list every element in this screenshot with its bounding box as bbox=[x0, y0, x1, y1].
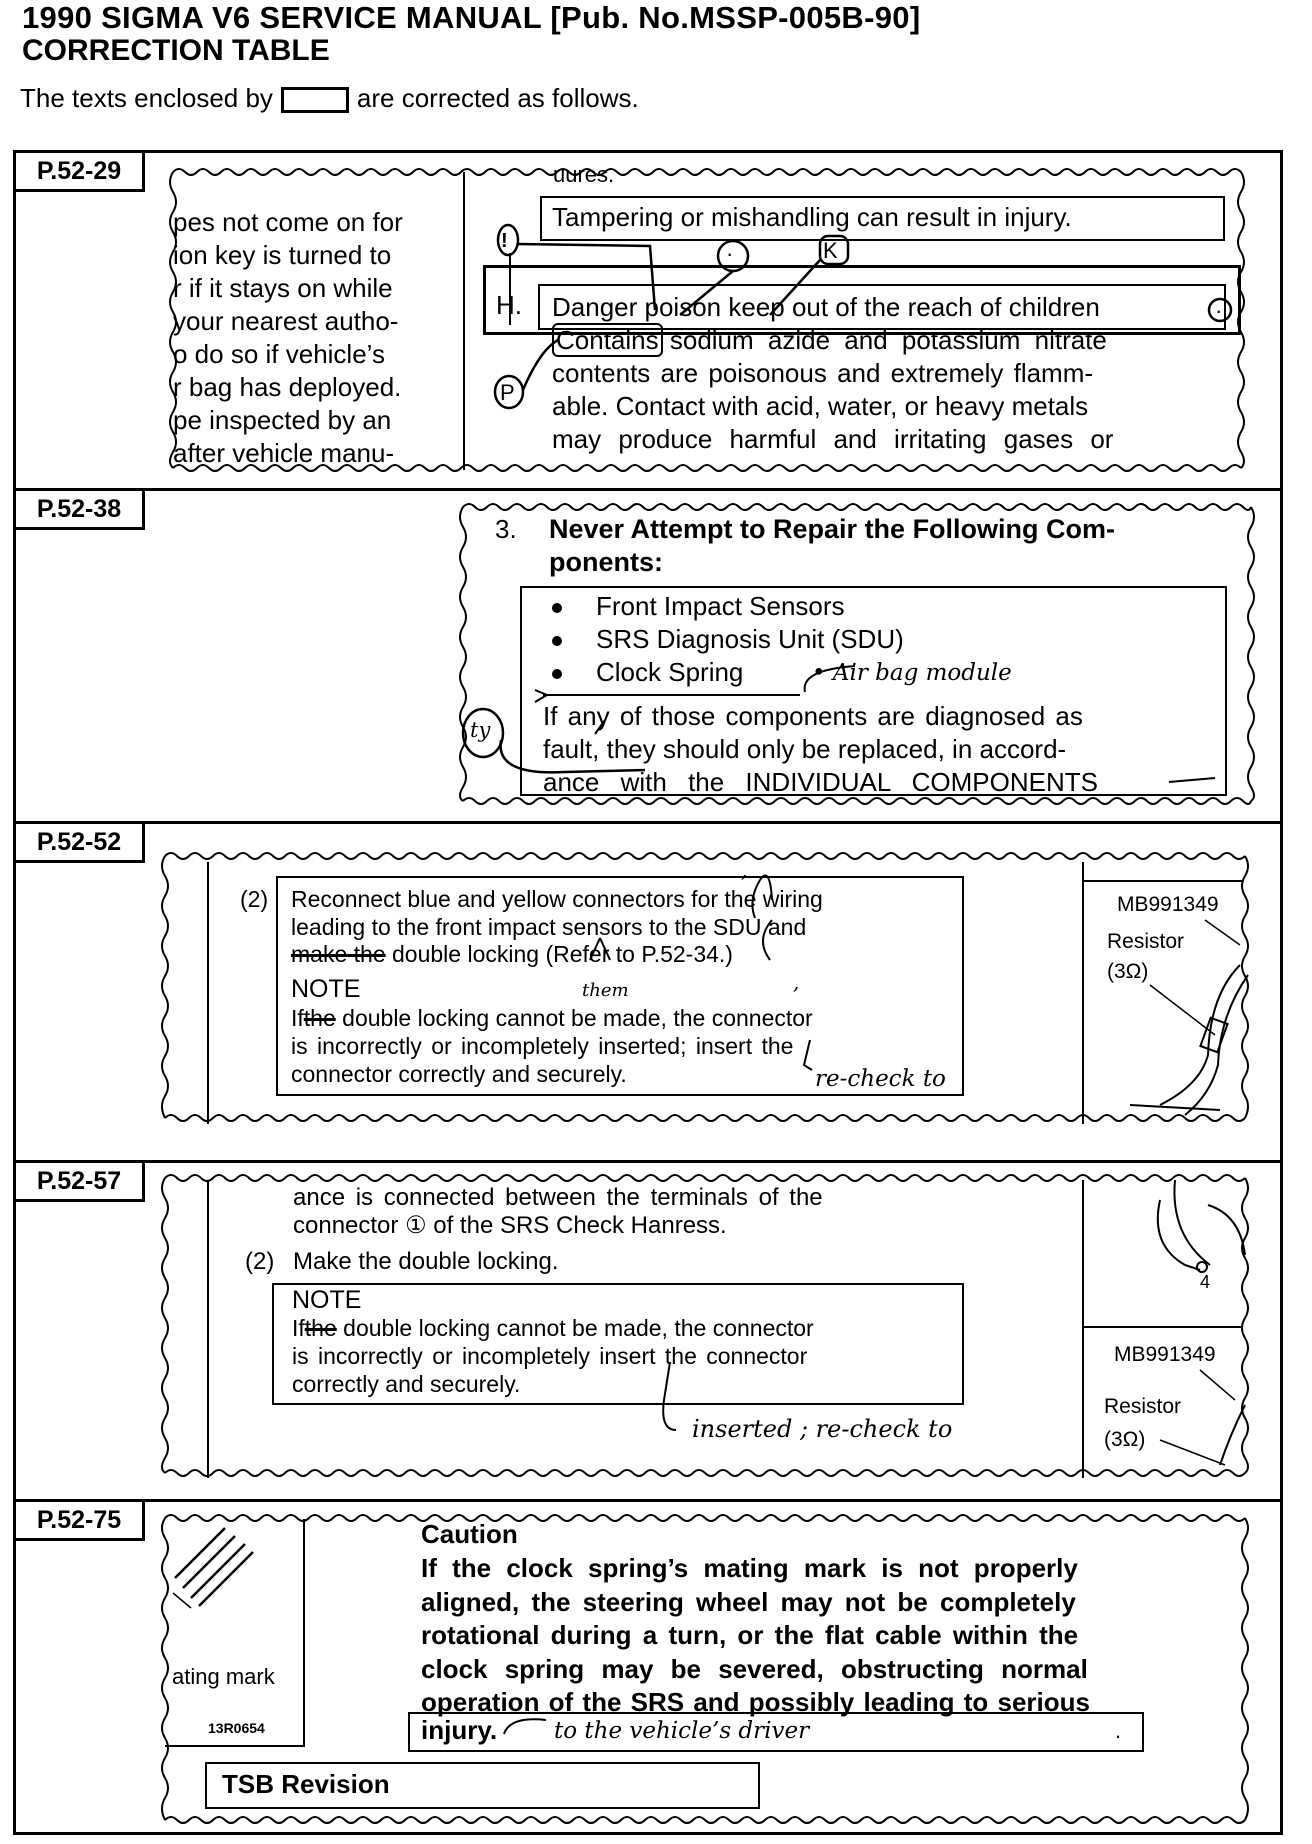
text-line: ion key is turned to bbox=[173, 240, 392, 270]
component-item bbox=[552, 590, 845, 623]
section-divider bbox=[13, 1160, 1283, 1163]
text-line: after vehicle manu- bbox=[173, 438, 395, 468]
exclaim-mark-icon: ! bbox=[501, 230, 508, 252]
text-line: o do so if vehicle’s bbox=[173, 339, 385, 369]
enclosure-box-icon bbox=[281, 87, 349, 113]
dot-mark-icon: · bbox=[1215, 298, 1223, 323]
connector-figure-icon bbox=[1090, 1175, 1250, 1475]
struck-text: the bbox=[304, 1315, 337, 1341]
body-line: fault, they should only be replaced, in accord- bbox=[543, 734, 1067, 764]
struck-text: make the bbox=[291, 941, 386, 967]
body-line: ance is connected between the terminals of the bbox=[293, 1184, 823, 1211]
body-line bbox=[292, 1314, 814, 1342]
caution-line: rotational during a turn, or the flat cable within the bbox=[421, 1620, 1079, 1650]
colon-mark-icon: · bbox=[726, 241, 734, 266]
bullet-icon bbox=[552, 636, 562, 646]
step-number: (2) bbox=[245, 1248, 275, 1275]
caution-last-word: injury. bbox=[421, 1715, 498, 1745]
figure-code: MB991349 bbox=[1114, 1343, 1216, 1366]
text-line: your nearest autho- bbox=[173, 306, 399, 336]
resistor-figure-icon bbox=[1090, 905, 1250, 1120]
if-text: If bbox=[292, 1315, 305, 1341]
body-line: Make the double locking. bbox=[293, 1248, 559, 1275]
handwritten-correction: • Air bag module bbox=[812, 660, 1012, 686]
handwritten-correction: inserted ; re-check to bbox=[692, 1415, 953, 1443]
body-line: contents are poisonous and extremely flamm- bbox=[552, 358, 1094, 388]
page-ref-label: P.52-57 bbox=[13, 1160, 145, 1202]
body-line: connector correctly and securely. bbox=[291, 1061, 627, 1087]
caution-heading: Caution bbox=[421, 1519, 518, 1549]
intro-before: The texts enclosed by bbox=[20, 83, 273, 113]
component-label: Front Impact Sensors bbox=[596, 591, 845, 621]
figure-rule bbox=[1082, 880, 1242, 882]
cut-off-text: uures. bbox=[553, 162, 615, 187]
body-line: correctly and securely. bbox=[292, 1371, 521, 1397]
contains-rest: sodium azide and potassium nitrate bbox=[669, 325, 1107, 355]
text-line: r bag has deployed. bbox=[173, 372, 402, 402]
caution-line: operation of the SRS and possibly leading to serious bbox=[421, 1687, 1090, 1717]
figure-label: Resistor bbox=[1107, 930, 1185, 953]
intro-text bbox=[20, 82, 639, 114]
column-rule bbox=[1082, 1180, 1084, 1478]
section-divider bbox=[13, 1499, 1283, 1502]
tampering-text: Tampering or mishandling can result in injury. bbox=[552, 202, 1072, 232]
k-mark-icon: K bbox=[823, 238, 838, 263]
handwritten-correction: to the vehicle’s driver bbox=[554, 1718, 810, 1744]
page-ref-label: P.52-52 bbox=[13, 821, 145, 863]
double-locking-text: double locking bbox=[392, 941, 540, 967]
step-number: (2) bbox=[240, 886, 269, 912]
handwritten-markup-lines bbox=[455, 650, 1235, 790]
contains-word-boxed: Contains bbox=[552, 323, 663, 357]
page-ref-label: P.52-38 bbox=[13, 488, 145, 530]
section-heading-line2: ponents: bbox=[549, 547, 663, 577]
document-subtitle: CORRECTION TABLE bbox=[22, 34, 330, 67]
body-line: is incorrectly or incompletely inserted; insert the bbox=[291, 1033, 794, 1059]
handwritten-dot: . bbox=[1115, 1718, 1122, 1743]
figure-caption: ating mark bbox=[172, 1664, 275, 1689]
text-line: r if it stays on while bbox=[173, 273, 393, 303]
ty-mark-icon: ty bbox=[470, 718, 491, 742]
handwritten-markup-lines bbox=[560, 860, 890, 1080]
figure-code: MB991349 bbox=[1117, 893, 1219, 916]
body-line: ance with the INDIVIDUAL COMPONENTS bbox=[543, 767, 1098, 797]
caution-line: clock spring may be severed, obstructing normal bbox=[421, 1653, 1088, 1684]
text-line: pes not come on for bbox=[173, 207, 403, 237]
handwritten-markup-lines bbox=[480, 220, 1260, 420]
body-line: connector ① of the SRS Check Hanress. bbox=[293, 1212, 727, 1239]
item-number: 3. bbox=[495, 514, 517, 544]
figure-rule bbox=[303, 1519, 305, 1747]
caution-line: If the clock spring’s mating mark is not properly bbox=[421, 1553, 1078, 1583]
body-line: leading to the front impact sensors to the SDU and bbox=[291, 914, 807, 940]
section-heading-line1: Never Attempt to Repair the Following Com- bbox=[549, 514, 1116, 544]
column-rule bbox=[1082, 862, 1084, 1124]
section-divider bbox=[13, 821, 1283, 824]
handwritten-mark: , bbox=[741, 858, 748, 882]
note-label: NOTE bbox=[292, 1286, 362, 1314]
caution-line: aligned, the steering wheel may not be completely bbox=[421, 1586, 1076, 1617]
if-text: If bbox=[291, 1005, 304, 1031]
body-line: Reconnect blue and yellow connectors for the wiring bbox=[291, 886, 823, 912]
note-text: double locking cannot be made, the connector bbox=[342, 1005, 813, 1031]
body-line: If any of those components are diagnosed as bbox=[543, 701, 1083, 731]
note-label: NOTE bbox=[291, 975, 361, 1003]
figure-label: Resistor bbox=[1104, 1395, 1182, 1418]
figure-label: (3Ω) bbox=[1104, 1428, 1146, 1451]
body-line: may produce harmful and irritating gases or bbox=[552, 424, 1114, 454]
figure-label: (3Ω) bbox=[1107, 960, 1149, 983]
page-ref-label: P.52-29 bbox=[13, 150, 145, 192]
refer-text: (Refer to P.52-34.) bbox=[545, 941, 733, 967]
caution-body bbox=[421, 1552, 1090, 1720]
h-label: H. bbox=[496, 290, 522, 320]
figure-code: 13R0654 bbox=[208, 1720, 265, 1736]
figure-number: 4 bbox=[1200, 1272, 1211, 1292]
page-ref-label: P.52-75 bbox=[13, 1499, 145, 1541]
figure-rule bbox=[165, 1745, 305, 1747]
section-divider bbox=[13, 488, 1283, 491]
struck-text: the bbox=[303, 1005, 336, 1031]
p-mark-icon: P bbox=[500, 380, 515, 405]
danger-line: Danger poison keep out of the reach of children bbox=[552, 292, 1100, 322]
document-title: 1990 SIGMA V6 SERVICE MANUAL [Pub. No.MSSP-005B-90] bbox=[22, 0, 921, 35]
handwritten-recheck: re-check to bbox=[815, 1066, 946, 1092]
note-text: double locking cannot be made, the connector bbox=[343, 1315, 814, 1341]
column-rule bbox=[207, 862, 209, 1124]
bullet-icon bbox=[552, 603, 562, 613]
handwritten-mark: , bbox=[793, 970, 800, 994]
tsb-revision-label: TSB Revision bbox=[222, 1769, 390, 1799]
component-label: Clock Spring bbox=[596, 657, 744, 687]
left-column-text bbox=[173, 206, 403, 470]
component-label: SRS Diagnosis Unit (SDU) bbox=[596, 624, 904, 654]
intro-after: are corrected as follows. bbox=[356, 83, 639, 113]
body-line: is incorrectly or incompletely insert the connector bbox=[292, 1343, 808, 1369]
column-rule bbox=[207, 1180, 209, 1478]
body-line: able. Contact with acid, water, or heavy metals bbox=[552, 391, 1089, 421]
column-rule bbox=[463, 172, 465, 470]
handwritten-markup-lines bbox=[500, 1712, 560, 1742]
text-line: pe inspected by an bbox=[173, 405, 392, 435]
handwritten-them: them bbox=[582, 980, 629, 1001]
